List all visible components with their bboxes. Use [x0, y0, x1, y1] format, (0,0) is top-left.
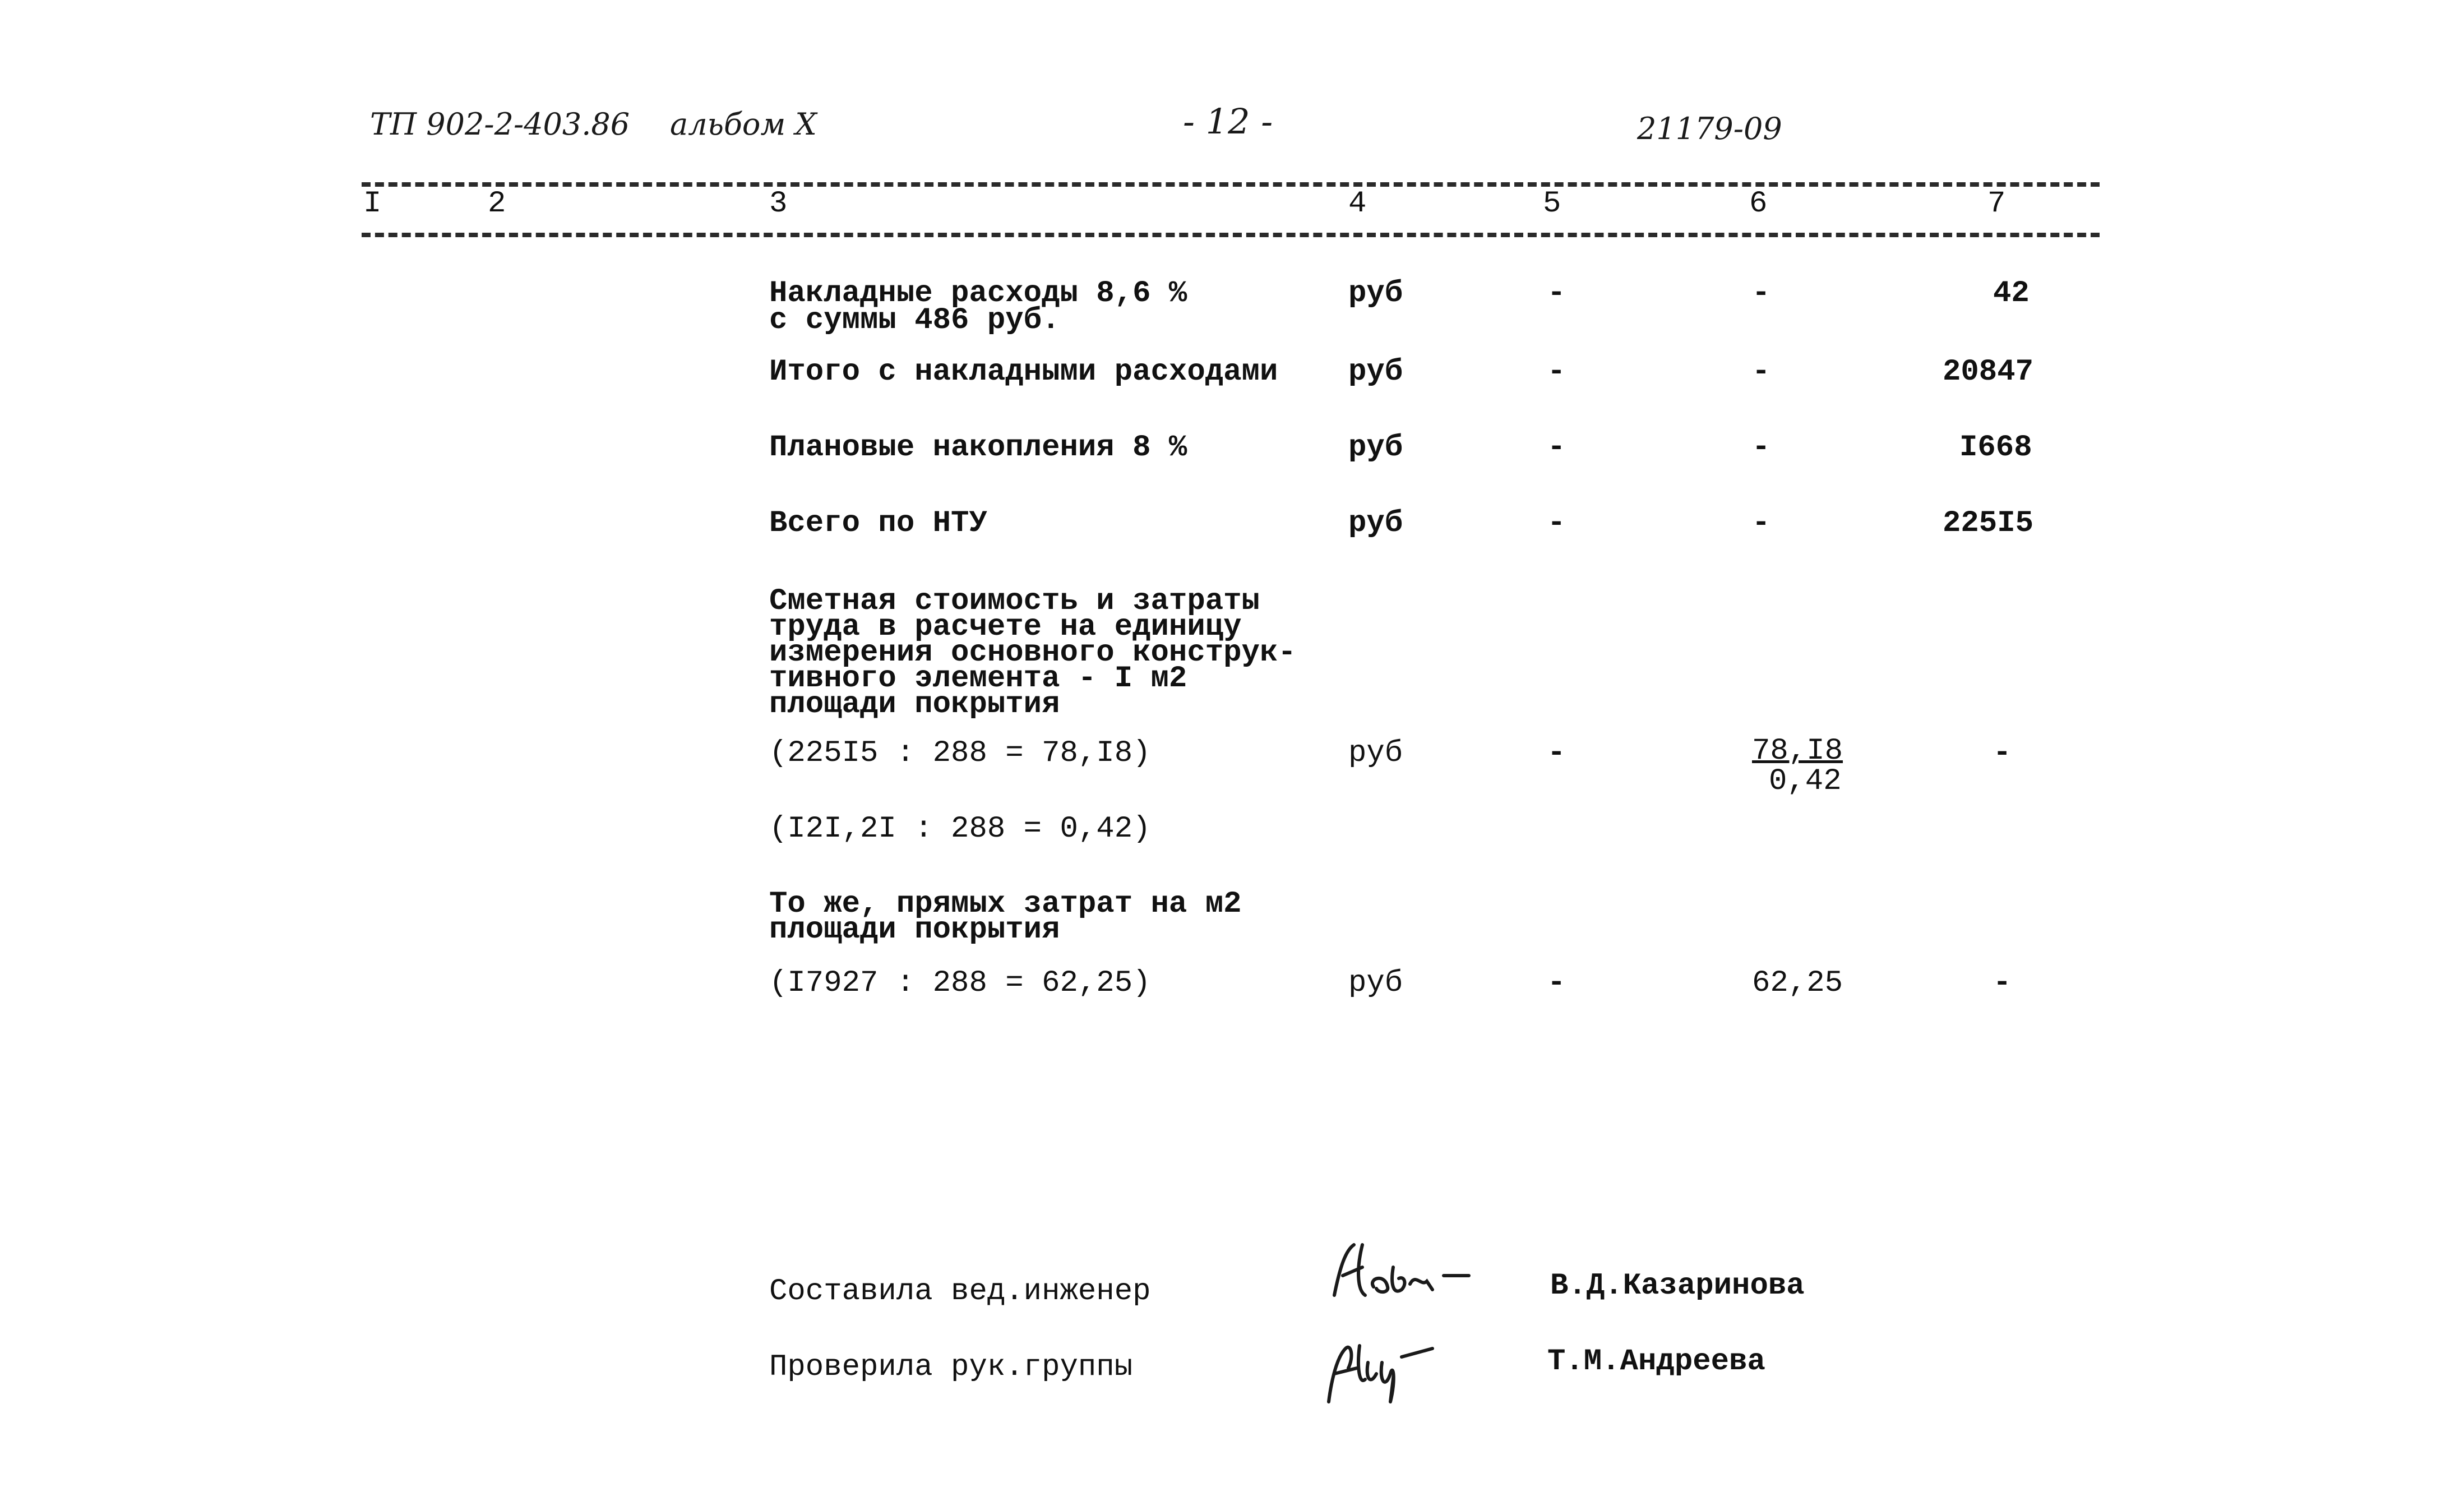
row-desc: Итого с накладными расходами: [769, 355, 1278, 389]
row-col5: -: [1547, 506, 1566, 541]
row-col7: 20847: [1943, 355, 2034, 389]
row-unit: руб: [1348, 355, 1403, 389]
direct-cost-col6: 62,25: [1752, 966, 1843, 1000]
row-col7: 225I5: [1943, 506, 2034, 541]
row-unit: руб: [1348, 276, 1403, 311]
row-col5: -: [1547, 276, 1566, 311]
row-unit: руб: [1348, 506, 1403, 541]
col-header-2: 2: [488, 187, 506, 221]
row-col6: -: [1752, 431, 1770, 465]
row-col6: -: [1752, 355, 1770, 389]
signature-andreeva: [1312, 1323, 1480, 1421]
row-col7: 42: [1993, 276, 2030, 311]
unit-cost-unit: руб: [1348, 736, 1403, 770]
direct-cost-unit: руб: [1348, 966, 1403, 1000]
unit-cost-calc1: (225I5 : 288 = 78,I8): [769, 736, 1151, 770]
doc-code: ТП 902-2-403.86: [370, 107, 630, 142]
album-label: альбом X: [670, 107, 817, 142]
col-header-1: I: [363, 187, 382, 221]
col-header-3: 3: [769, 187, 788, 221]
direct-cost-col7: -: [1993, 966, 2012, 1000]
row-col5: -: [1547, 355, 1566, 389]
unit-cost-title: Сметная стоимость и затраты труда в расчете на единицу измерения основного конструк- тивного элемента - I м2 площади покрытия: [769, 584, 1296, 722]
row-col5: -: [1547, 431, 1566, 465]
row-col6: -: [1752, 276, 1770, 311]
unit-cost-col7: -: [1993, 736, 2012, 770]
row-unit: руб: [1348, 431, 1403, 465]
page-number: - 12 -: [1183, 101, 1273, 142]
direct-cost-col5: -: [1547, 966, 1566, 1000]
col-header-4: 4: [1348, 187, 1367, 221]
row-desc: Плановые накопления 8 %: [769, 431, 1187, 465]
header-rule-top: [362, 182, 2100, 187]
checked-by-name: Т.М.Андреева: [1547, 1345, 1765, 1379]
compiled-by-name: В.Д.Казаринова: [1550, 1269, 1805, 1303]
row-col7: I668: [1959, 431, 2032, 465]
col-header-6: 6: [1749, 187, 1768, 221]
sheet-code: 21179-09: [1637, 111, 1782, 146]
row-desc: Всего по НТУ: [769, 506, 987, 541]
col-header-7: 7: [1987, 187, 2006, 221]
unit-cost-calc2: (I2I,2I : 288 = 0,42): [769, 812, 1151, 846]
signature-kazarinova: [1323, 1234, 1491, 1320]
row-col6: -: [1752, 506, 1770, 541]
header-rule-bottom: [362, 233, 2100, 237]
unit-cost-col6-top: 78,I8: [1752, 734, 1843, 768]
row-desc: Накладные расходы 8,6 % с суммы 486 руб.: [769, 276, 1187, 338]
direct-cost-calc: (I7927 : 288 = 62,25): [769, 966, 1151, 1000]
checked-by-label: Проверила рук.группы: [769, 1350, 1133, 1384]
col-header-5: 5: [1543, 187, 1561, 221]
direct-cost-title: То же, прямых затрат на м2 площади покрытия: [769, 887, 1242, 947]
compiled-by-label: Составила вед.инженер: [769, 1275, 1151, 1309]
unit-cost-col6-bottom: 0,42: [1769, 764, 1842, 798]
unit-cost-col5: -: [1547, 736, 1566, 770]
